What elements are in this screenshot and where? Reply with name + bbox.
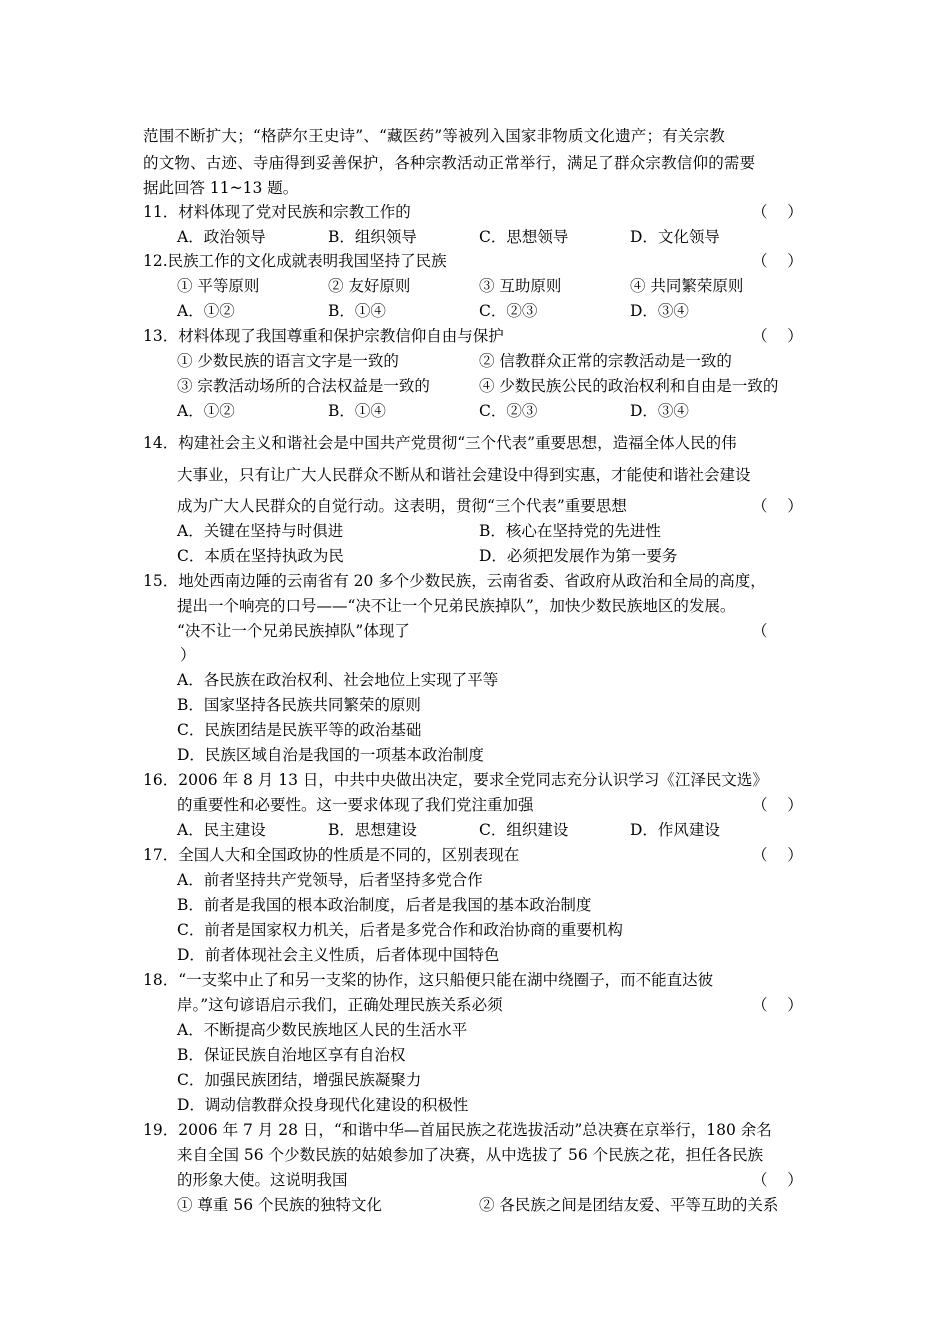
answer-blank: （ ） [752,497,803,515]
question-19-stem: 来自全国 56 个少数民族的姑娘参加了决赛，从中选拔了 56 个民族之花，担任各民族 [177,1146,764,1164]
answer-blank: （ ） [752,203,803,221]
answer-blank: （ ） [752,846,803,864]
option-c: C．加强民族团结，增强民族凝聚力 [177,1071,422,1089]
option-b: B．前者是我国的根本政治制度，后者是我国的基本政治制度 [177,896,592,914]
option-b: B．组织领导 [328,228,417,246]
answer-blank: （ ） [752,796,803,814]
question-16-stem: 16．2006 年 8 月 13 日，中共中央做出决定，要求全党同志充分认识学习《江泽民文选》 [143,771,768,789]
question-15-stem: “决不让一个兄弟民族掉队”体现了 [177,622,410,640]
answer-blank: （ ） [752,252,803,270]
question-14-stem: 大事业，只有让广大人民群众不断从和谐社会建设中得到实惠，才能使和谐社会建设 [177,466,751,484]
option-c: C．②③ [479,302,538,320]
option-d: D．民族区域自治是我国的一项基本政治制度 [177,746,484,764]
option-d: D．前者体现社会主义性质，后者体现中国特色 [177,946,500,964]
question-15-stem: 15．地处西南边陲的云南省有 20 多个少数民族，云南省委、省政府从政治和全局的高度， [143,572,766,590]
option-b: B．思想建设 [328,821,417,839]
question-17-stem: 17．全国人大和全国政协的性质是不同的，区别表现在 [143,846,520,864]
question-16-stem: 的重要性和必要性。这一要求体现了我们党注重加强 [177,796,534,814]
option-c: C．②③ [479,402,538,420]
statement-item: ③ 宗教活动场所的合法权益是一致的 [177,377,430,395]
option-c: C．民族团结是民族平等的政治基础 [177,721,422,739]
statement-item: ① 少数民族的语言文字是一致的 [177,352,399,370]
answer-blank: （ ） [752,996,803,1014]
question-14-stem: 14．构建社会主义和谐社会是中国共产党贯彻“三个代表”重要思想，造福全体人民的伟 [143,434,737,452]
intro-line: 据此回答 11~13 题。 [143,179,299,197]
option-b: B．国家坚持各民族共同繁荣的原则 [177,696,421,714]
option-c: C．组织建设 [479,821,569,839]
option-d: D．调动信教群众投身现代化建设的积极性 [177,1096,469,1114]
question-11-stem: 11．材料体现了党对民族和宗教工作的 [143,203,411,221]
question-15-stem: 提出一个响亮的口号——“决不让一个兄弟民族掉队”，加快少数民族地区的发展。 [177,597,736,615]
statement-item: ② 信教群众正常的宗教活动是一致的 [479,352,732,370]
option-b: B．核心在坚持党的先进性 [479,522,661,540]
option-a: A．关键在坚持与时俱进 [177,522,344,540]
answer-blank-open: （ [752,622,768,640]
option-a: A．各民族在政治权利、社会地位上实现了平等 [177,671,499,689]
question-19-stem: 19．2006 年 7 月 28 日，“和谐中华—首届民族之花选拔活动”总决赛在京举行，180 余名 [143,1121,772,1139]
option-d: D．③④ [630,302,689,320]
option-c: C．前者是国家权力机关，后者是多党合作和政治协商的重要机构 [177,921,623,939]
question-14-stem: 成为广大人民群众的自觉行动。这表明，贯彻“三个代表”重要思想 [177,497,627,515]
answer-blank: （ ） [752,327,803,345]
option-b: B．①④ [328,302,386,320]
answer-blank-close: ） [180,646,196,664]
option-b: B．①④ [328,402,386,420]
intro-line: 范围不断扩大；“格萨尔王史诗”、“藏医药”等被列入国家非物质文化遗产；有关宗教 [143,127,725,145]
option-a: A．①② [177,402,235,420]
option-d: D．③④ [630,402,689,420]
question-18-stem: 18．“一支桨中止了和另一支桨的协作，这只船便只能在湖中绕圈子，而不能直达彼 [143,971,714,989]
option-a: A．前者坚持共产党领导，后者坚持多党合作 [177,871,483,889]
option-d: D．作风建设 [630,821,720,839]
statement-item: ④ 共同繁荣原则 [630,277,744,295]
statement-item: ② 各民族之间是团结友爱、平等互助的关系 [479,1196,779,1214]
option-b: B．保证民族自治地区享有自治权 [177,1046,406,1064]
statement-item: ① 尊重 56 个民族的独特文化 [177,1196,383,1214]
option-d: D．文化领导 [630,228,720,246]
question-13-stem: 13．材料体现了我国尊重和保护宗教信仰自由与保护 [143,327,504,345]
answer-blank: （ ） [752,1171,803,1189]
statement-item: ② 友好原则 [328,277,411,295]
option-d: D．必须把发展作为第一要务 [479,547,678,565]
question-12-stem: 12.民族工作的文化成就表明我国坚持了民族 [143,252,447,270]
option-a: A．民主建设 [177,821,266,839]
question-19-stem: 的形象大使。这说明我国 [177,1171,348,1189]
intro-line: 的文物、古迹、寺庙得到妥善保护，各种宗教活动正常举行，满足了群众宗教信仰的需要 [143,154,756,172]
option-a: A．①② [177,302,235,320]
option-a: A．不断提高少数民族地区人民的生活水平 [177,1021,468,1039]
option-c: C．思想领导 [479,228,569,246]
option-a: A．政治领导 [177,228,266,246]
statement-item: ① 平等原则 [177,277,260,295]
option-c: C．本质在坚持执政为民 [177,547,344,565]
question-18-stem: 岸。”这句谚语启示我们，正确处理民族关系必须 [177,996,503,1014]
statement-item: ③ 互助原则 [479,277,562,295]
statement-item: ④ 少数民族公民的政治权利和自由是一致的 [479,377,779,395]
